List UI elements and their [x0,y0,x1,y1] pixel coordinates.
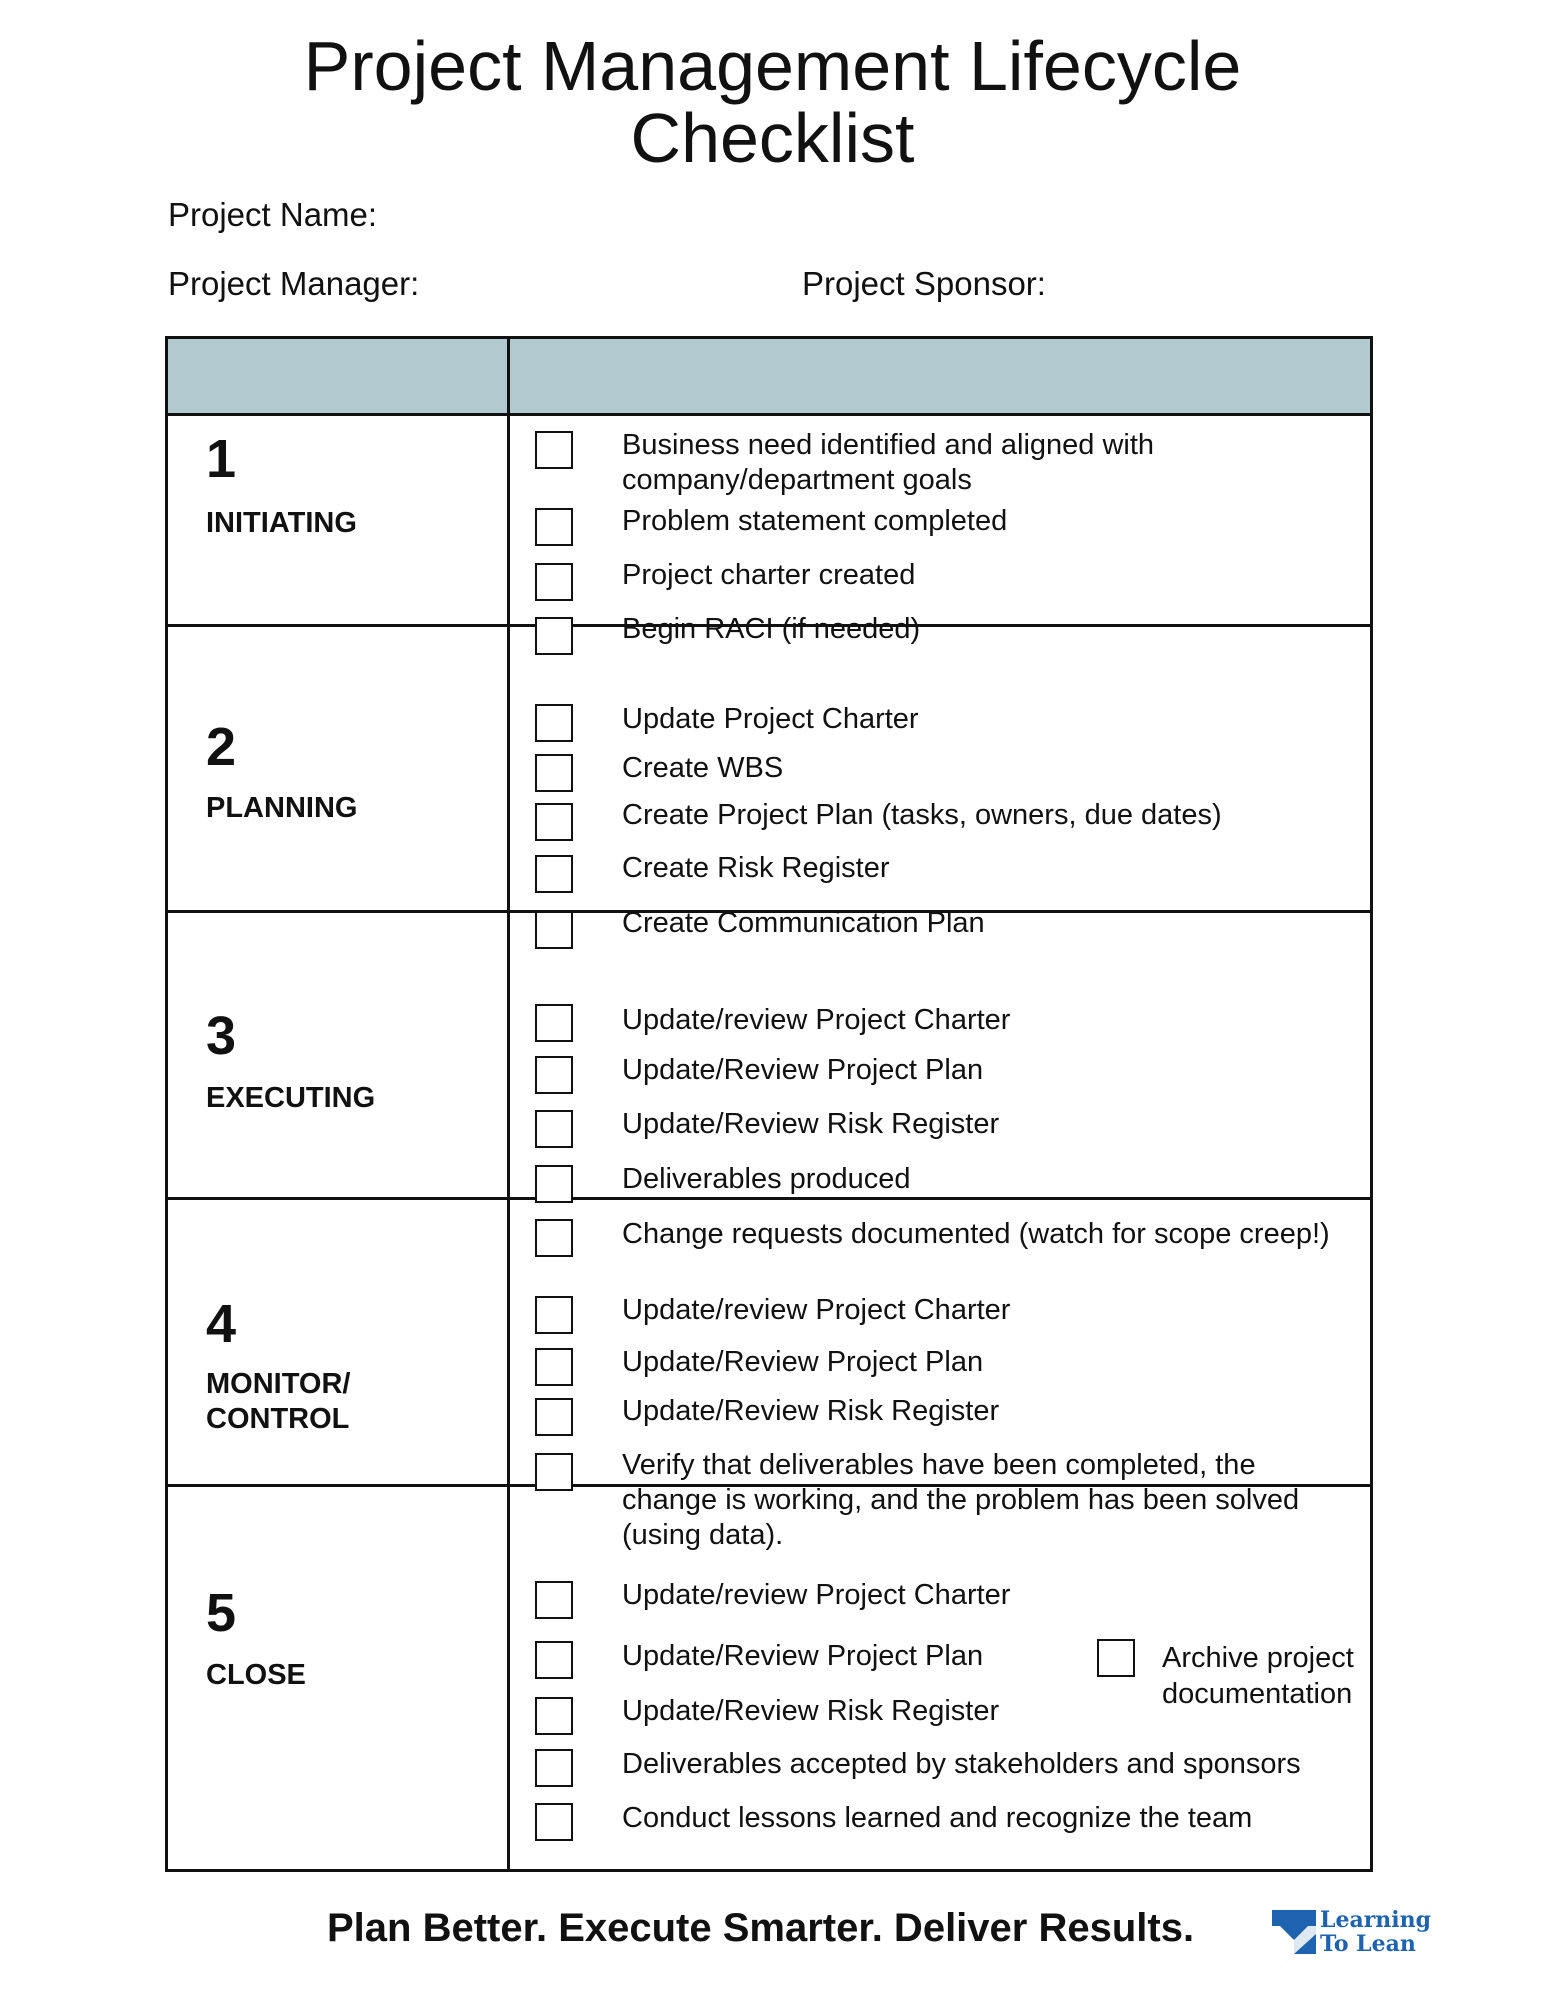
title-line-2: Checklist [630,99,915,177]
project-sponsor-label: Project Sponsor: [802,265,1046,302]
column-divider [507,339,510,1869]
checkbox[interactable] [535,803,573,841]
checklist-item: Update/Review Risk Register [622,1395,1000,1427]
checklist-item: Update/Review Risk Register [622,1695,1000,1727]
checkbox[interactable] [535,1296,573,1334]
checklist-item: Update/Review Project Plan [622,1640,984,1672]
phase-4-name-line-2: CONTROL [206,1403,350,1435]
checkbox[interactable] [535,1641,573,1679]
checklist-item: Create WBS [622,752,784,784]
checkbox[interactable] [535,563,573,601]
checklist-item: Deliverables produced [622,1163,911,1195]
phase-4-name-line-1: MONITOR/ [206,1368,351,1400]
phase-2-number: 2 [206,717,237,777]
title-line-1: Project Management Lifecycle [303,27,1242,105]
checkbox[interactable] [535,1004,573,1042]
row-divider [168,1197,1370,1200]
checkbox[interactable] [535,1749,573,1787]
checklist-item: Business need identified and aligned with company/department goals [622,429,1155,496]
checklist-item: Update/Review Project Plan [622,1054,984,1086]
checkbox[interactable] [535,431,573,469]
phase-1-name: INITIATING [206,507,357,539]
project-name-label: Project Name: [168,196,378,233]
checklist-item-archive: Archive project documentation [1162,1642,1354,1710]
checklist-item: Update/Review Risk Register [622,1108,1000,1140]
checklist-item: Project charter created [622,559,916,591]
checkbox[interactable] [535,1165,573,1203]
checkbox[interactable] [535,1348,573,1386]
checkbox[interactable] [1097,1639,1135,1677]
checklist-item: Deliverables accepted by stakeholders and sponsors [622,1748,1301,1780]
checkbox[interactable] [535,508,573,546]
checklist-item: Update/Review Project Plan [622,1346,984,1378]
phase-5-number: 5 [206,1583,237,1643]
phase-5-name: CLOSE [206,1659,306,1691]
checkbox[interactable] [535,1056,573,1094]
table-header [168,339,1370,416]
logo-text [1320,1908,1431,1956]
phase-3-number: 3 [206,1006,237,1066]
checkbox[interactable] [535,1398,573,1436]
checkbox[interactable] [535,1110,573,1148]
logo-line-2: To Lean [1320,1931,1416,1957]
checkbox[interactable] [535,704,573,742]
phase-3-name: EXECUTING [206,1082,376,1114]
checklist-item: Update/review Project Charter [622,1004,1011,1036]
project-manager-label: Project Manager: [168,265,420,302]
checkbox[interactable] [535,1581,573,1619]
page-title [0,27,1545,177]
checklist-item: Update/review Project Charter [622,1579,1011,1611]
phase-4-number: 4 [206,1294,237,1354]
logo-line-1: Learning [1320,1907,1432,1933]
checklist-item: Begin RACI (if needed) [622,613,921,645]
checkbox[interactable] [535,1453,573,1491]
checklist-item: Update Project Charter [622,703,919,735]
checklist-item: Conduct lessons learned and recognize the team [622,1802,1253,1834]
checklist-item: Create Communication Plan [622,907,985,939]
checklist-item: Verify that deliverables have been completed, the change is working, and the problem has been solved (using data). [622,1449,1300,1551]
checkbox[interactable] [535,754,573,792]
checkbox[interactable] [535,1219,573,1257]
checklist-item: Change requests documented (watch for scope creep!) [622,1218,1330,1250]
phase-2-name: PLANNING [206,792,358,824]
checklist-item: Create Project Plan (tasks, owners, due dates) [622,799,1222,831]
checkbox[interactable] [535,911,573,949]
checklist-item: Problem statement completed [622,505,1008,537]
checkbox[interactable] [535,855,573,893]
checkbox[interactable] [535,1803,573,1841]
checklist-item: Create Risk Register [622,852,890,884]
checkbox[interactable] [535,617,573,655]
phase-1-number: 1 [206,429,237,489]
checklist-item: Update/review Project Charter [622,1294,1011,1326]
logo-mark-icon [1272,1910,1316,1954]
learning-to-lean-logo [1272,1908,1442,1956]
checkbox[interactable] [535,1697,573,1735]
footer-tagline: Plan Better. Execute Smarter. Deliver Results. [327,1906,1195,1950]
